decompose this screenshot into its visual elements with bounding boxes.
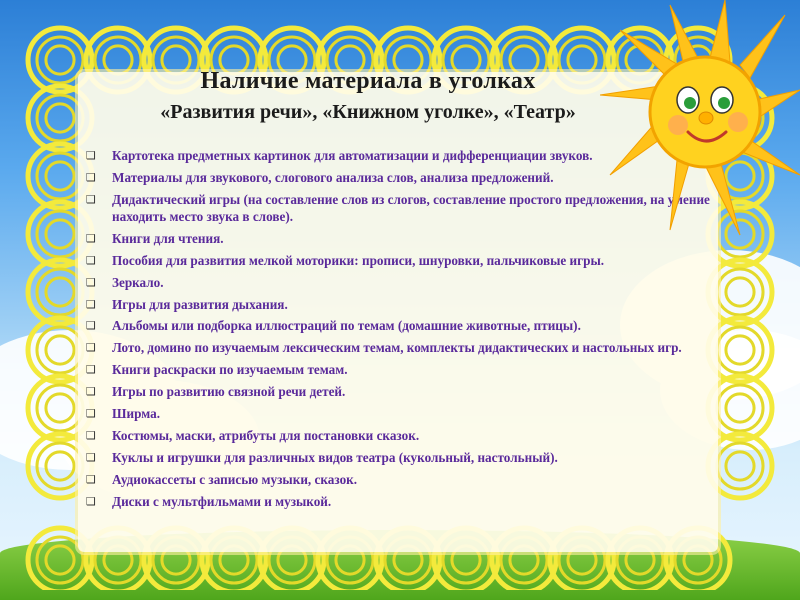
decorative-ring	[726, 452, 754, 480]
decorative-ring	[37, 153, 83, 199]
list-item-text: Книги раскраски по изучаемым темам.	[112, 362, 348, 378]
list-item	[84, 406, 714, 423]
list-item	[84, 340, 714, 357]
decorative-ring	[37, 95, 83, 141]
list-item-text: Диски с мультфильмами и музыкой.	[112, 494, 332, 510]
checkbox-bullet-icon: ❑	[86, 297, 96, 311]
checkbox-bullet-icon: ❑	[86, 363, 96, 377]
checkbox-bullet-icon: ❑	[86, 275, 96, 289]
checkbox-bullet-icon: ❑	[86, 473, 96, 487]
title-line-1: Наличие материала в уголках	[200, 68, 536, 94]
list-item	[84, 428, 714, 445]
list-item	[84, 297, 714, 314]
checkbox-bullet-icon: ❑	[86, 429, 96, 443]
list-item-text: Аудиокассеты с записью музыки, сказок.	[112, 472, 358, 488]
list-item	[84, 253, 714, 270]
decorative-ring	[37, 37, 83, 83]
list-item-text: Картотека предметных картинок для автоматизации и дифференциации звуков.	[112, 148, 593, 163]
list-item	[84, 318, 714, 335]
sun-pupil	[718, 97, 730, 109]
decorative-ring	[717, 385, 763, 431]
slide-title	[78, 66, 658, 126]
decorative-ring	[46, 104, 74, 132]
checkbox-bullet-icon: ❑	[86, 319, 96, 333]
decorative-ring	[37, 269, 83, 315]
list-item-text: Книги для чтения.	[112, 230, 224, 246]
list-item	[84, 362, 714, 379]
decorative-ring	[726, 336, 754, 364]
checkbox-bullet-icon: ❑	[86, 253, 96, 267]
decorative-ring	[37, 327, 83, 373]
decorative-ring	[37, 385, 83, 431]
list-item-text: Зеркало.	[112, 274, 164, 290]
list-item	[84, 494, 714, 511]
decorative-ring	[46, 162, 74, 190]
list-item-text: Игры по развитию связной речи детей.	[112, 384, 346, 400]
decorative-ring	[37, 537, 83, 583]
checkbox-bullet-icon: ❑	[86, 341, 96, 355]
checkbox-bullet-icon: ❑	[86, 407, 96, 421]
decorative-ring	[46, 394, 74, 422]
decorative-ring	[46, 46, 74, 74]
checkbox-bullet-icon: ❑	[86, 231, 96, 245]
decorative-ring	[46, 546, 74, 574]
checkbox-bullet-icon: ❑	[86, 149, 96, 162]
list-item	[84, 472, 714, 489]
decorative-ring	[726, 394, 754, 422]
decorative-ring	[726, 278, 754, 306]
list-item-text: Материалы для звукового, слогового анализа слов, анализа предложений.	[112, 169, 554, 185]
decorative-ring	[46, 452, 74, 480]
checkbox-bullet-icon: ❑	[86, 170, 96, 184]
list-item	[84, 275, 714, 292]
list-item-text: Игры для развития дыхания.	[112, 296, 288, 312]
checkbox-bullet-icon: ❑	[86, 385, 96, 399]
sun-cheek	[728, 112, 748, 132]
decorative-ring	[717, 443, 763, 489]
decorative-ring	[717, 327, 763, 373]
decorative-ring	[37, 211, 83, 257]
list-item-text: Альбомы или подборка иллюстраций по темам (домашние животные, птицы).	[112, 318, 581, 334]
decorative-ring	[46, 220, 74, 248]
list-item	[84, 450, 714, 467]
sun-cheek	[668, 115, 688, 135]
decorative-ring	[46, 336, 74, 364]
decorative-ring	[37, 443, 83, 489]
list-item-text: Дидактический игры (на составление слов из слогов, составление простого предложения, на умение находить место звука в слове).	[112, 191, 710, 224]
sun-pupil	[684, 97, 696, 109]
decorative-ring	[46, 278, 74, 306]
sun-nose	[699, 112, 713, 124]
checkbox-bullet-icon: ❑	[86, 451, 96, 465]
title-line-2: «Развития речи», «Книжном уголке», «Театр»	[160, 101, 576, 123]
list-item	[84, 384, 714, 401]
checkbox-bullet-icon: ❑	[86, 495, 96, 509]
list-item-text: Ширма.	[112, 406, 160, 422]
list-item-text: Куклы и игрушки для различных видов театра (кукольный, настольный).	[112, 450, 558, 466]
list-item-text: Костюмы, маски, атрибуты для постановки сказок.	[112, 428, 420, 444]
list-item-text: Лото, домино по изучаемым лексическим темам, комплекты дидактических и настольных игр.	[112, 340, 682, 356]
list-item-text: Пособия для развития мелкой моторики: прописи, шнуровки, пальчиковые игры.	[112, 252, 605, 268]
sun-illustration	[600, 0, 800, 240]
decorative-ring	[717, 269, 763, 315]
checkbox-bullet-icon: ❑	[86, 192, 96, 206]
